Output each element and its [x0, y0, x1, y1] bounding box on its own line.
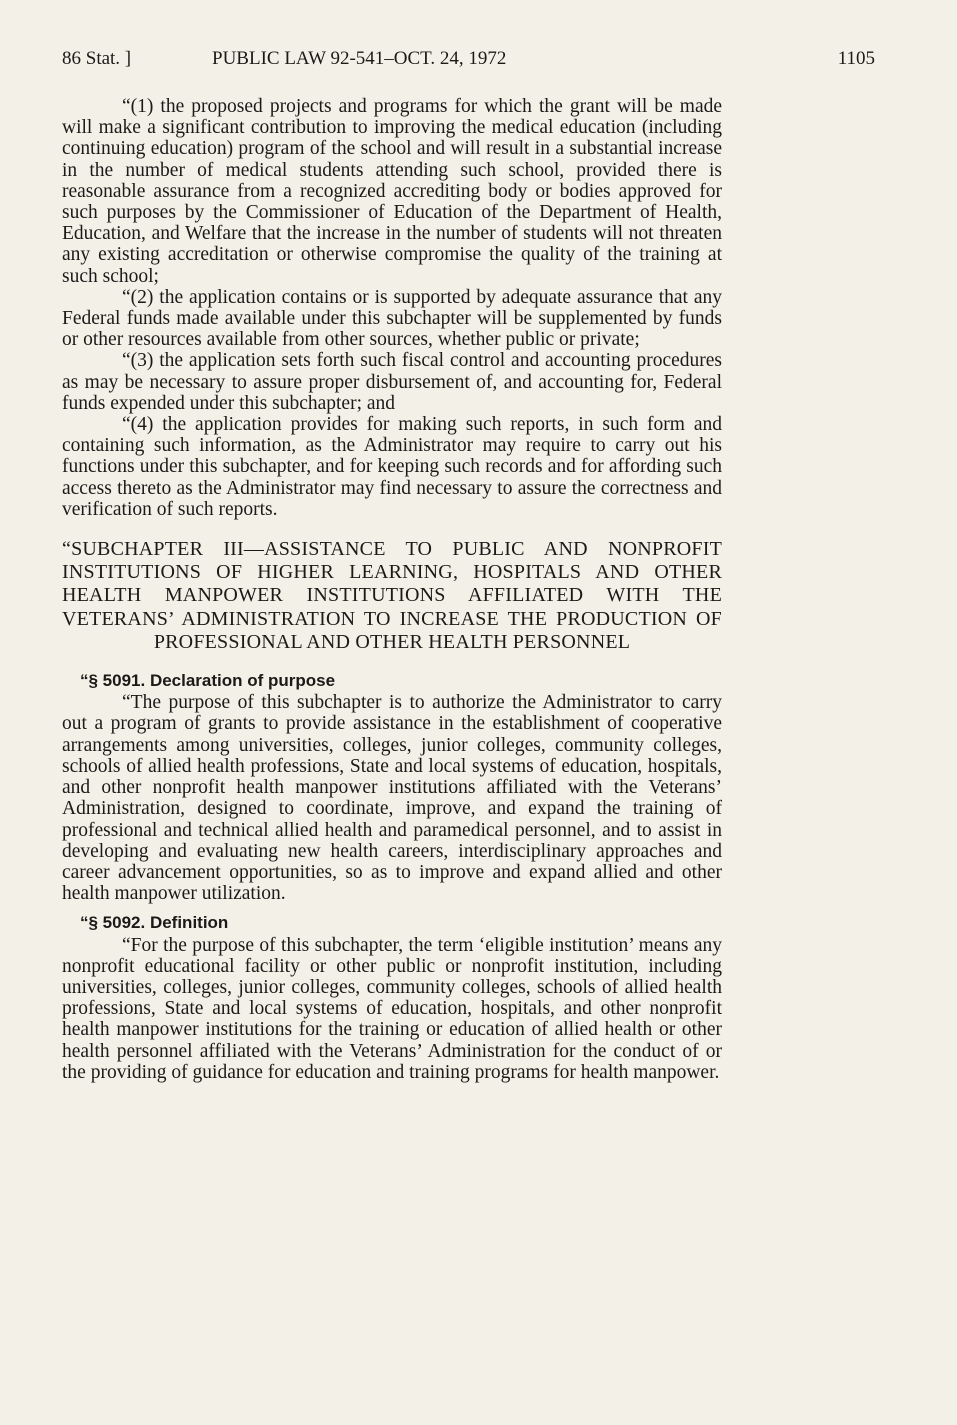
section-5091-title: “§ 5091. Declaration of purpose [80, 671, 336, 691]
section-5092-title: “§ 5092. Definition [80, 913, 229, 933]
section-5092-text: “For the purpose of this subchapter, the term ‘eligible institution’ means any nonprofit educational facility or other public or nonprofit institution, including universities, colleges, junior colleges, community colleges, schools of allied health professions, State and local systems of education, hospitals, and other nonprofit health manpower institutions for the training or education of allied health or other health personnel affiliated with the Veterans’ Administration for the conduct of or the providing of guidance for education and training programs for health manpower. [62, 934, 722, 1083]
clause-3: “(3) the application sets forth such fiscal control and accounting procedures as may be necessary to assure proper disbursement of, and accounting for, Federal funds expended under this subchapter; and [62, 350, 722, 414]
body-text [62, 96, 722, 1083]
public-law-title: PUBLIC LAW 92-541–OCT. 24, 1972 [212, 48, 507, 69]
clause-2: “(2) the application contains or is supported by adequate assurance that any Federal funds made available under this subchapter will be supplemented by funds or other resources available from other sources, whether public or private; [62, 286, 722, 351]
section-5091-text: “The purpose of this subchapter is to authorize the Administrator to carry out a program of grants to provide assistance in the establishment of cooperative arrangements among universities, colleges, junior colleges, community colleges, schools of allied health professions, State and local systems of education, hospitals, and other nonprofit health manpower institutions affiliated with the Veterans’ Administration, designed to coordinate, improve, and expand the training of professional and technical allied health and paramedical personnel, and to assist in developing and evaluating new health careers, interdisciplinary approaches and career advancement opportunities, so as to improve and expand allied and other health manpower utilization. [62, 692, 722, 905]
page-header [62, 48, 875, 78]
clause-4: “(4) the application provides for making such reports, in such form and containing such information, as the Administrator may require to carry out his functions under this subchapter, and for keeping such records and for affording such access thereto as the Administrator may find necessary to assure the correctness and verification of such reports. [62, 414, 722, 520]
statute-reference: 86 Stat. ] [62, 48, 132, 69]
page-number: 1105 [837, 48, 875, 69]
subchapter-heading: “SUBCHAPTER III—ASSISTANCE TO PUBLIC AND NONPROFIT INSTITUTIONS OF HIGHER LEARNING, HOSPITALS AND OTHER HEALTH MANPOWER INSTITUTIONS AFFILIATED WITH THE VETERANS’ ADMINISTRATION TO INCREASE THE PRODUCTION OF PROFESSIONAL AND OTHER HEALTH PERSONNEL [62, 538, 722, 653]
clause-1: “(1) the proposed projects and programs for which the grant will be made will make a significant contribution to improving the medical education (including continuing education) program of the school and will result in a substantial increase in the number of medical students attending such school, provided there is reasonable assurance from a recognized accrediting body or bodies approved for such purposes by the Commissioner of Education of the Department of Health, Education, and Welfare that the increase in the number of students will not threaten any existing accreditation or otherwise compromise the quality of the training at such school; [62, 96, 722, 287]
